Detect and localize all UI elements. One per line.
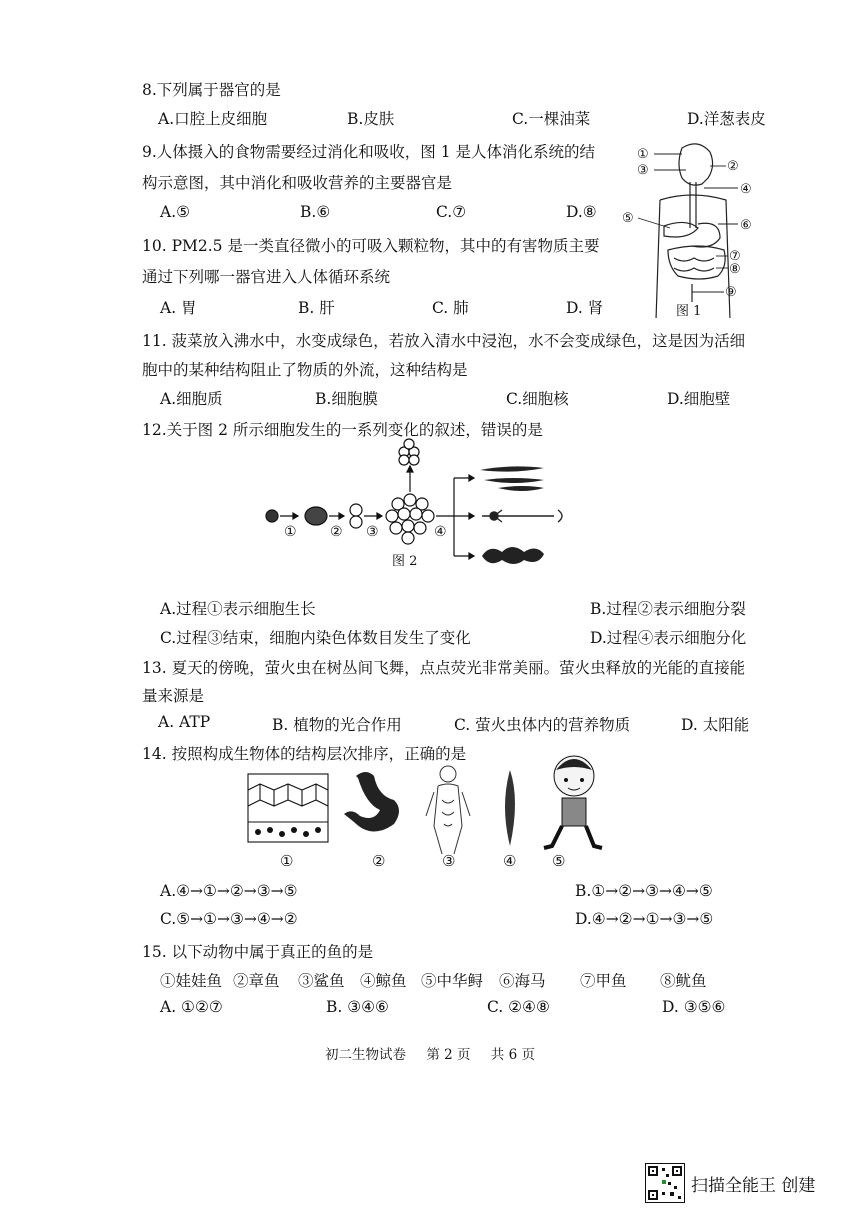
q11-option-c: C.细胞核: [506, 390, 569, 408]
q14-fig-label-5: ⑤: [552, 852, 566, 870]
q8-option-c: C.一棵油菜: [512, 110, 591, 128]
q11-stem-line2: 胞中的某种结构阻止了物质的外流，这种结构是: [142, 361, 468, 379]
footer-total: 共 6 页: [490, 1047, 535, 1063]
q13-option-d: D. 太阳能: [681, 716, 750, 734]
q13-option-c: C. 萤火虫体内的营养物质: [454, 716, 631, 734]
q9-option-d: D.⑧: [566, 203, 597, 221]
qr-code-icon: [645, 1163, 685, 1203]
q14-fig-label-3: ③: [442, 852, 456, 870]
fig1-label-5: ⑤: [622, 211, 634, 226]
q15-animal-1: ①娃娃鱼: [160, 972, 223, 990]
q15-animal-6: ⑥海马: [499, 972, 546, 990]
q14-option-c: C.⑤→①→③→④→②: [160, 910, 298, 928]
watermark-text: 扫描全能王 创建: [691, 1176, 816, 1196]
figure1-digestive-system: [620, 140, 760, 318]
q9-stem-line1: 9.人体摄入的食物需要经过消化和吸收，图 1 是人体消化系统的结: [142, 143, 596, 161]
q12-option-a: A.过程①表示细胞生长: [160, 600, 316, 618]
page-footer: [0, 1043, 860, 1063]
q15-animal-5: ⑤中华鲟: [421, 972, 484, 990]
q13-stem-line2: 量来源是: [142, 687, 205, 705]
q8-option-d: D.洋葱表皮: [687, 110, 766, 128]
q10-option-d: D. 肾: [566, 299, 604, 317]
q12-stem: 12.关于图 2 所示细胞发生的一系列变化的叙述，错误的是: [142, 421, 543, 439]
q15-option-b: B. ③④⑥: [326, 998, 389, 1016]
figure1-caption: 图 1: [676, 304, 702, 319]
q14-figure-strip: [246, 752, 606, 870]
q13-option-a: A. ATP: [158, 713, 211, 731]
q9-option-c: C.⑦: [436, 203, 467, 221]
q10-stem-line2: 通过下列哪一器官进入人体循环系统: [142, 268, 391, 286]
fig1-label-6: ⑥: [740, 218, 752, 233]
q14-option-b: B.①→②→③→④→⑤: [575, 882, 713, 900]
q10-option-c: C. 肺: [432, 299, 469, 317]
q15-option-d: D. ③⑤⑥: [662, 998, 726, 1016]
scanner-watermark: [645, 1163, 845, 1203]
fig2-label-4: ④: [434, 524, 447, 540]
q10-option-b: B. 肝: [298, 299, 335, 317]
q13-stem-line1: 13. 夏天的傍晚，萤火虫在树丛间飞舞，点点荧光非常美丽。萤火虫释放的光能的直接能: [142, 659, 746, 677]
q11-option-a: A.细胞质: [160, 390, 223, 408]
q12-option-b: B.过程②表示细胞分裂: [590, 600, 746, 618]
figure2-cell-changes: [258, 438, 578, 578]
fig2-label-2: ②: [330, 524, 343, 540]
q10-option-a: A. 胃: [160, 299, 197, 317]
q14-fig-label-4: ④: [503, 852, 517, 870]
q14-fig-label-1: ①: [280, 852, 294, 870]
fig2-label-1: ①: [284, 524, 297, 540]
fig1-label-2: ②: [727, 159, 739, 174]
q9-stem-line2: 构示意图，其中消化和吸收营养的主要器官是: [142, 174, 453, 192]
q12-option-c: C.过程③结束，细胞内染色体数目发生了变化: [160, 629, 471, 647]
footer-title: 初二生物试卷: [325, 1047, 407, 1063]
q10-stem-line1: 10. PM2.5 是一类直径微小的可吸入颗粒物，其中的有害物质主要: [142, 237, 600, 255]
q12-option-d: D.过程④表示细胞分化: [590, 629, 747, 647]
q8-option-b: B.皮肤: [347, 110, 395, 128]
q15-option-c: C. ②④⑧: [487, 998, 550, 1016]
q9-option-b: B.⑥: [300, 203, 331, 221]
q15-option-a: A. ①②⑦: [160, 998, 223, 1016]
fig1-label-3: ③: [637, 163, 649, 178]
fig1-label-9: ⑨: [725, 285, 737, 300]
fig1-label-8: ⑧: [729, 262, 741, 277]
q11-option-b: B.细胞膜: [315, 390, 378, 408]
q8-stem: 8.下列属于器官的是: [142, 81, 281, 99]
fig1-label-4: ④: [740, 182, 752, 197]
q14-stem: 14. 按照构成生物体的结构层次排序，正确的是: [142, 745, 467, 763]
q15-animal-3: ③鲨鱼: [298, 972, 345, 990]
q15-animal-2: ②章鱼: [233, 972, 280, 990]
fig1-label-1: ①: [637, 147, 649, 162]
q9-option-a: A.⑤: [160, 203, 191, 221]
q15-animal-4: ④鲸鱼: [360, 972, 407, 990]
q15-animal-7: ⑦甲鱼: [580, 972, 627, 990]
q15-stem: 15. 以下动物中属于真正的鱼的是: [142, 943, 374, 961]
cell-process-diagram: [258, 438, 578, 578]
q14-option-d: D.④→②→①→③→⑤: [575, 910, 714, 928]
q14-option-a: A.④→①→②→③→⑤: [160, 882, 298, 900]
fig1-label-7: ⑦: [729, 249, 741, 264]
q15-animal-8: ⑧鱿鱼: [660, 972, 707, 990]
q8-option-a: A.口腔上皮细胞: [158, 110, 268, 128]
q11-option-d: D.细胞壁: [667, 390, 731, 408]
q14-fig-label-2: ②: [372, 852, 386, 870]
q11-stem-line1: 11. 菠菜放入沸水中，水变成绿色，若放入清水中浸泡，水不会变成绿色，这是因为活细: [142, 332, 746, 350]
q13-option-b: B. 植物的光合作用: [272, 716, 402, 734]
figure2-caption: 图 2: [392, 554, 418, 569]
fig2-label-3: ③: [366, 524, 379, 540]
footer-page: 第 2 页: [426, 1047, 471, 1063]
